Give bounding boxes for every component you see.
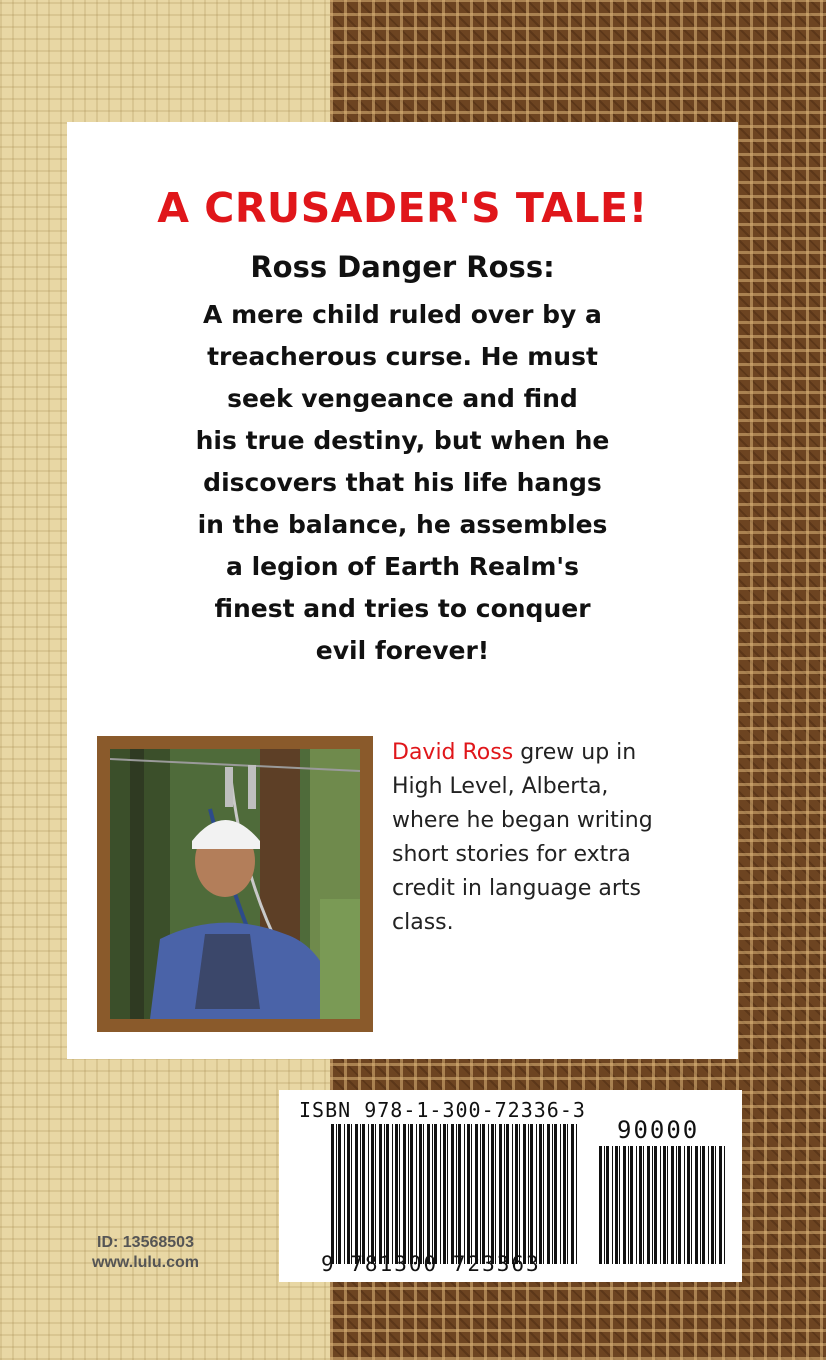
barcode-bar xyxy=(660,1146,661,1264)
barcode-bar xyxy=(604,1146,605,1264)
barcode-bar xyxy=(336,1124,337,1264)
barcode-bar xyxy=(671,1146,674,1264)
barcode-bar xyxy=(464,1124,465,1264)
barcode-bar xyxy=(547,1124,550,1264)
barcode-bar xyxy=(552,1124,553,1264)
book-subtitle: Ross Danger Ross: xyxy=(250,250,555,284)
barcode-bar xyxy=(515,1124,518,1264)
barcode-bar xyxy=(456,1124,457,1264)
publisher-url: www.lulu.com xyxy=(92,1254,199,1271)
barcode-bar xyxy=(576,1124,577,1264)
barcode-bar xyxy=(410,1124,413,1264)
barcode-bar xyxy=(447,1124,448,1264)
price-code: 90000 xyxy=(617,1116,700,1144)
barcode-bar xyxy=(724,1146,725,1264)
barcode-bar xyxy=(506,1124,509,1264)
bio-line: where he began writing xyxy=(392,808,653,833)
barcode-bar xyxy=(392,1124,393,1264)
barcode-bar xyxy=(619,1146,620,1264)
barcode-bar xyxy=(606,1146,609,1264)
barcode-bar xyxy=(652,1146,653,1264)
barcode-bar xyxy=(523,1124,526,1264)
barcode-bar xyxy=(480,1124,481,1264)
barcode-bar xyxy=(539,1124,542,1264)
barcode-bar xyxy=(384,1124,385,1264)
barcode-bar xyxy=(628,1146,629,1264)
bio-line xyxy=(392,736,722,770)
barcode-bar xyxy=(403,1124,406,1264)
barcode-bar xyxy=(419,1124,422,1264)
barcode-bar xyxy=(643,1146,644,1264)
barcode-bar xyxy=(440,1124,441,1264)
price-barcode xyxy=(599,1146,729,1264)
barcode-bar xyxy=(512,1124,513,1264)
barcode-bar xyxy=(519,1124,520,1264)
barcode-bar xyxy=(347,1124,350,1264)
blurb-line: a legion of Earth Realm's xyxy=(226,552,579,581)
author-photo-frame xyxy=(97,736,373,1032)
barcode-box xyxy=(279,1090,742,1282)
barcode-bar xyxy=(443,1124,446,1264)
author-name: David Ross xyxy=(392,740,514,765)
barcode-bar xyxy=(711,1146,714,1264)
barcode-bar xyxy=(654,1146,657,1264)
barcode-bar xyxy=(371,1124,374,1264)
barcode-bar xyxy=(355,1124,358,1264)
barcode-bar xyxy=(368,1124,369,1264)
barcode-bar xyxy=(684,1146,685,1264)
bio-line: High Level, Alberta, xyxy=(392,774,609,799)
barcode-bar xyxy=(615,1146,618,1264)
barcode-bar xyxy=(416,1124,417,1264)
blurb-line: treacherous curse. He must xyxy=(207,342,598,371)
blurb-line: seek vengeance and find xyxy=(227,384,578,413)
barcode-bar xyxy=(379,1124,382,1264)
barcode-bar xyxy=(708,1146,709,1264)
blurb-line: evil forever! xyxy=(315,636,490,665)
ean-digits: 9 781300 723363 xyxy=(321,1252,541,1276)
blurb-line: his true destiny, but when he xyxy=(195,426,610,455)
barcode-bar xyxy=(630,1146,633,1264)
barcode-bar xyxy=(560,1124,561,1264)
barcode-bar xyxy=(362,1124,365,1264)
barcode-bar xyxy=(467,1124,470,1264)
barcode-bar xyxy=(399,1124,400,1264)
barcode-bar xyxy=(543,1124,544,1264)
barcode-bar xyxy=(395,1124,398,1264)
barcode-bar xyxy=(471,1124,472,1264)
barcode-bar xyxy=(344,1124,345,1264)
barcode-bar xyxy=(702,1146,705,1264)
bio-line: class. xyxy=(392,910,454,935)
barcode-bar xyxy=(475,1124,478,1264)
barcode-bar xyxy=(488,1124,489,1264)
barcode-bar xyxy=(434,1124,437,1264)
barcode-bar xyxy=(678,1146,681,1264)
barcode-bar xyxy=(612,1146,613,1264)
isbn-text: ISBN 978-1-300-72336-3 xyxy=(299,1098,586,1122)
barcode-bar xyxy=(491,1124,494,1264)
blurb-line: finest and tries to conquer xyxy=(214,594,591,623)
barcode-bar xyxy=(676,1146,677,1264)
barcode-bar xyxy=(528,1124,529,1264)
barcode-bar xyxy=(482,1124,485,1264)
barcode-bar xyxy=(636,1146,637,1264)
ean-barcode xyxy=(331,1124,581,1264)
barcode-bar xyxy=(639,1146,642,1264)
barcode-bar xyxy=(408,1124,409,1264)
barcode-bar xyxy=(351,1124,352,1264)
barcode-bar xyxy=(647,1146,650,1264)
book-blurb xyxy=(177,294,628,672)
bio-line: short stories for extra xyxy=(392,842,631,867)
barcode-bar xyxy=(687,1146,690,1264)
barcode-bar xyxy=(719,1146,722,1264)
barcode-bar xyxy=(667,1146,668,1264)
book-title: A CRUSADER'S TALE! xyxy=(157,184,648,232)
barcode-bar xyxy=(691,1146,692,1264)
barcode-bar xyxy=(536,1124,537,1264)
barcode-bar xyxy=(623,1146,626,1264)
author-photo xyxy=(110,749,360,1019)
barcode-bar xyxy=(599,1146,602,1264)
barcode-bar xyxy=(554,1124,557,1264)
barcode-bar xyxy=(504,1124,505,1264)
publisher-id: ID: 13568503 xyxy=(97,1234,194,1251)
barcode-bar xyxy=(571,1124,574,1264)
blurb-line: A mere child ruled over by a xyxy=(203,300,602,329)
bio-line: credit in language arts xyxy=(392,876,641,901)
barcode-bar xyxy=(458,1124,461,1264)
barcode-bar xyxy=(530,1124,533,1264)
barcode-bar xyxy=(360,1124,361,1264)
barcode-bar xyxy=(715,1146,716,1264)
barcode-bar xyxy=(567,1124,568,1264)
barcode-bar xyxy=(432,1124,433,1264)
barcode-bar xyxy=(563,1124,566,1264)
barcode-bar xyxy=(663,1146,666,1264)
blurb-line: in the balance, he assembles xyxy=(197,510,608,539)
content-panel xyxy=(67,122,738,1059)
barcode-bar xyxy=(386,1124,389,1264)
barcode-bar xyxy=(423,1124,424,1264)
barcode-bar xyxy=(499,1124,502,1264)
blurb-line: discovers that his life hangs xyxy=(203,468,602,497)
barcode-bar xyxy=(695,1146,698,1264)
barcode-bar xyxy=(338,1124,341,1264)
barcode-bar xyxy=(427,1124,430,1264)
author-bio xyxy=(392,736,722,940)
bio-line-rest: grew up in xyxy=(513,740,637,765)
barcode-bar xyxy=(375,1124,376,1264)
barcode-bar xyxy=(451,1124,454,1264)
barcode-bar xyxy=(700,1146,701,1264)
barcode-bar xyxy=(495,1124,496,1264)
barcode-bar xyxy=(331,1124,334,1264)
